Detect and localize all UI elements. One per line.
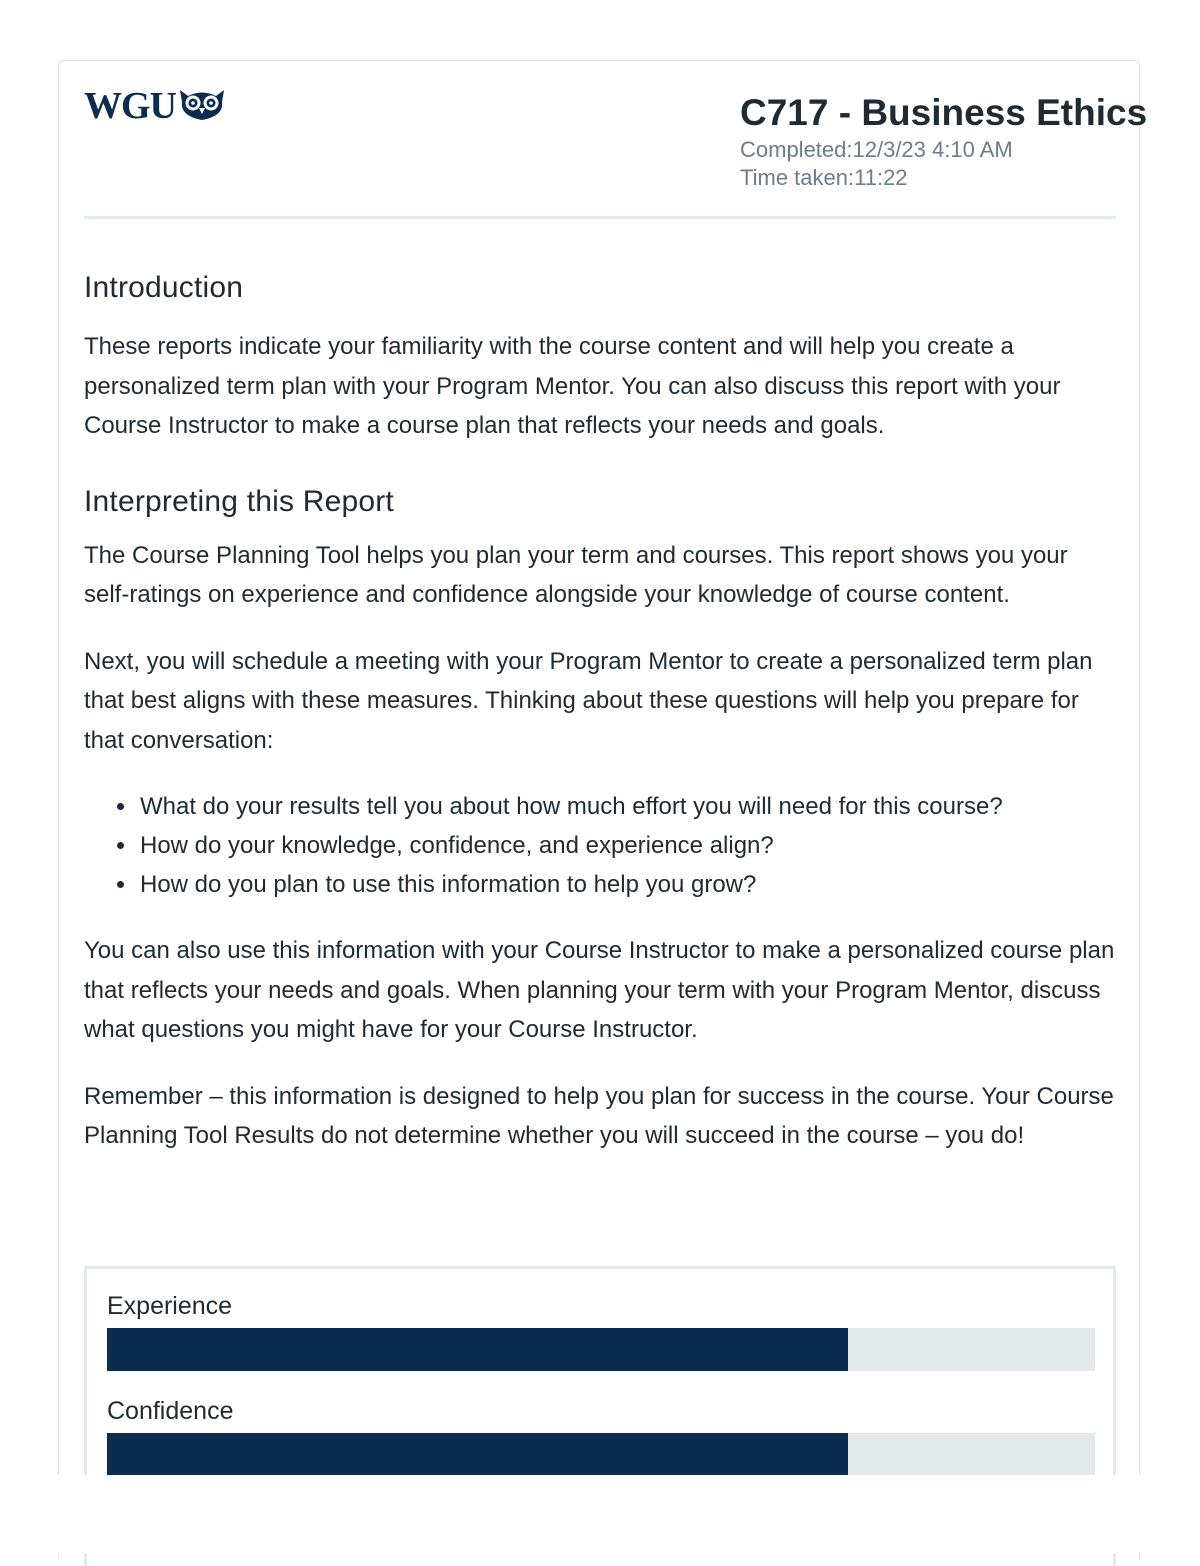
experience-label: Experience — [107, 1292, 233, 1320]
page-bottom-margin — [0, 1475, 1200, 1553]
interpreting-paragraph-3: You can also use this information with your Course Instructor to make a personalized course plan that reflects your needs and goals. When planning your term with your Program Mentor, discuss what questions you might have for your Course Instructor. — [84, 937, 1115, 1043]
question-item: • How do your knowledge, confidence, and experience align? — [138, 826, 1116, 865]
wgu-logo — [84, 84, 226, 127]
confidence-label: Confidence — [107, 1397, 234, 1425]
reflection-questions — [84, 787, 1116, 904]
owl-icon — [178, 86, 226, 127]
interpreting-paragraph-1: The Course Planning Tool helps you plan your term and courses. This report shows you your self-ratings on experience and confidence alongside your knowledge of course content. — [84, 541, 1068, 608]
course-title: C717 - Business Ethics — [740, 92, 1148, 133]
introduction-text: These reports indicate your familiarity with the course content and will help you create a personalized term plan with your Program Mentor. You can also discuss this report with your Course Instructor to make a course plan that reflects your needs and goals. — [84, 333, 1061, 439]
report-title-block — [740, 90, 1148, 192]
report-header — [84, 60, 1148, 219]
time-taken: Time taken:11:22 — [740, 165, 908, 190]
question-item: • How do you plan to use this information to help you grow? — [138, 865, 1116, 904]
introduction-heading: Introduction — [84, 271, 244, 304]
completed-timestamp: Completed:12/3/23 4:10 AM — [740, 137, 1013, 162]
confidence-bar-fill — [107, 1433, 848, 1476]
question-item: • What do your results tell you about how much effort you will need for this course? — [138, 787, 1116, 826]
interpreting-paragraph-4: Remember – this information is designed to help you plan for success in the course. Your Course Planning Tool Results do not determine whether you will succeed in the course – you do! — [84, 1082, 1114, 1149]
interpreting-heading: Interpreting this Report — [84, 484, 394, 518]
experience-bar-track — [107, 1328, 1095, 1371]
interpreting-paragraph-2: Next, you will schedule a meeting with your Program Mentor to create a personalized term plan that best aligns with these measures. Thinking about these questions will help you prepare for that conversation: — [84, 647, 1093, 754]
report-body — [84, 262, 1116, 1156]
experience-bar-fill — [107, 1328, 848, 1371]
confidence-bar-track — [107, 1433, 1095, 1476]
logo-text: WGU — [84, 84, 176, 127]
